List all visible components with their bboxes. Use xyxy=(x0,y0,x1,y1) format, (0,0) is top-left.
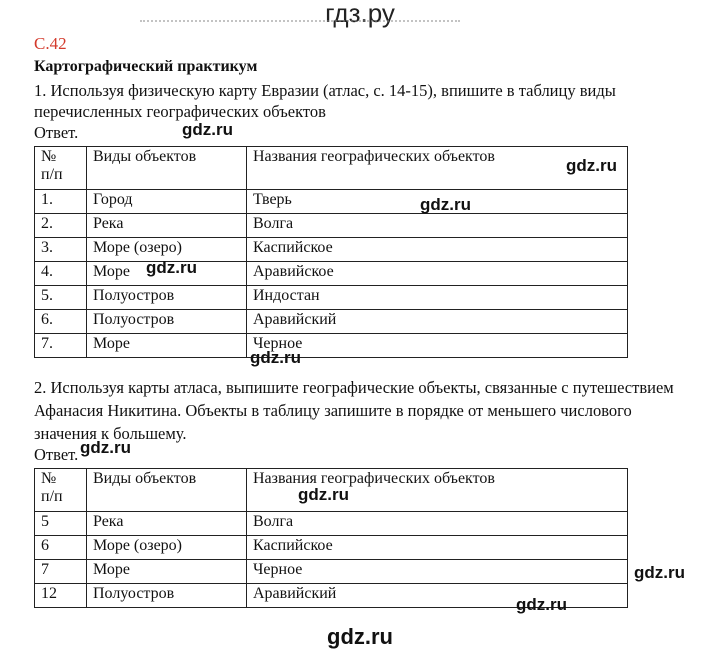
row-type: Полуостров xyxy=(87,584,247,608)
watermark-text: gdz.ru xyxy=(566,156,617,175)
row-number: 1. xyxy=(35,190,87,214)
row-type: Город xyxy=(87,190,247,214)
header-object-name: Названия географических объектов xyxy=(247,147,628,190)
table-header-row xyxy=(35,147,628,190)
row-name: Аравийское xyxy=(247,262,628,286)
row-number: 12 xyxy=(35,584,87,608)
watermark-text: gdz.ru xyxy=(634,563,685,582)
task2-answer-label: Ответ. xyxy=(34,445,79,464)
header-number-symbol: № xyxy=(41,148,57,165)
header-number xyxy=(35,469,87,512)
row-number: 5 xyxy=(35,512,87,536)
task2-line1: 2. Используя карты атласа, выпишите географические объекты, связанные с путешествием xyxy=(34,378,674,397)
scan-cut-line xyxy=(140,20,460,24)
section-heading: Картографический практикум xyxy=(34,58,258,75)
watermark-text: gdz.ru xyxy=(146,258,197,277)
table-row xyxy=(35,214,628,238)
row-type: Море xyxy=(87,560,247,584)
row-name: Индостан xyxy=(247,286,628,310)
row-number: 4. xyxy=(35,262,87,286)
task1-table xyxy=(34,146,628,358)
row-name: Черное xyxy=(247,560,628,584)
row-type: Река xyxy=(87,214,247,238)
watermark-text: gdz.ru xyxy=(182,120,233,139)
table-row xyxy=(35,560,628,584)
row-number: 7 xyxy=(35,560,87,584)
row-name: Каспийское xyxy=(247,238,628,262)
row-name: Волга xyxy=(247,512,628,536)
header-object-type: Виды объектов xyxy=(87,469,247,512)
row-type: Река xyxy=(87,512,247,536)
row-type: Море xyxy=(87,262,247,286)
watermark-text: gdz.ru xyxy=(298,485,349,504)
row-type: Море (озеро) xyxy=(87,536,247,560)
header-number xyxy=(35,147,87,190)
row-number: 3. xyxy=(35,238,87,262)
row-name: Аравийский xyxy=(247,310,628,334)
header-number-abbr: п/п xyxy=(41,488,63,505)
row-number: 6. xyxy=(35,310,87,334)
page-reference: С.42 xyxy=(34,34,67,53)
row-type: Полуостров xyxy=(87,286,247,310)
row-name: Волга xyxy=(247,214,628,238)
row-name: Аравийский xyxy=(247,584,628,608)
table-row xyxy=(35,512,628,536)
watermark-text: gdz.ru xyxy=(250,348,301,367)
task1-line1: 1. Используя физическую карту Евразии (атлас, с. 14-15), впишите в таблицу виды xyxy=(34,81,616,100)
row-type: Море xyxy=(87,334,247,358)
watermark-text: gdz.ru xyxy=(516,595,567,614)
row-number: 5. xyxy=(35,286,87,310)
task1-line2: перечисленных географических объектов xyxy=(34,102,326,121)
table-row xyxy=(35,238,628,262)
header-number-symbol: № xyxy=(41,470,57,487)
watermark-text: gdz.ru xyxy=(420,195,471,214)
row-number: 2. xyxy=(35,214,87,238)
table-row xyxy=(35,286,628,310)
table-row xyxy=(35,190,628,214)
table-row xyxy=(35,310,628,334)
task2-line2: Афанасия Никитина. Объекты в таблицу запишите в порядке от меньшего числового xyxy=(34,401,632,420)
row-number: 6 xyxy=(35,536,87,560)
site-header-logo[interactable]: гдз.ру xyxy=(325,0,395,28)
table-row xyxy=(35,334,628,358)
row-name: Черное xyxy=(247,334,628,358)
table-row xyxy=(35,262,628,286)
row-type: Море (озеро) xyxy=(87,238,247,262)
table-row xyxy=(35,536,628,560)
header-object-name: Названия географических объектов xyxy=(247,469,628,512)
footer-watermark: gdz.ru xyxy=(327,624,393,649)
header-number-abbr: п/п xyxy=(41,166,63,183)
task2-line3: значения к большему. xyxy=(34,424,187,443)
watermark-text: gdz.ru xyxy=(80,438,131,457)
row-number: 7. xyxy=(35,334,87,358)
row-name: Каспийское xyxy=(247,536,628,560)
header-object-type: Виды объектов xyxy=(87,147,247,190)
row-type: Полуостров xyxy=(87,310,247,334)
row-name: Тверь xyxy=(247,190,628,214)
task1-answer-label: Ответ. xyxy=(34,123,79,142)
